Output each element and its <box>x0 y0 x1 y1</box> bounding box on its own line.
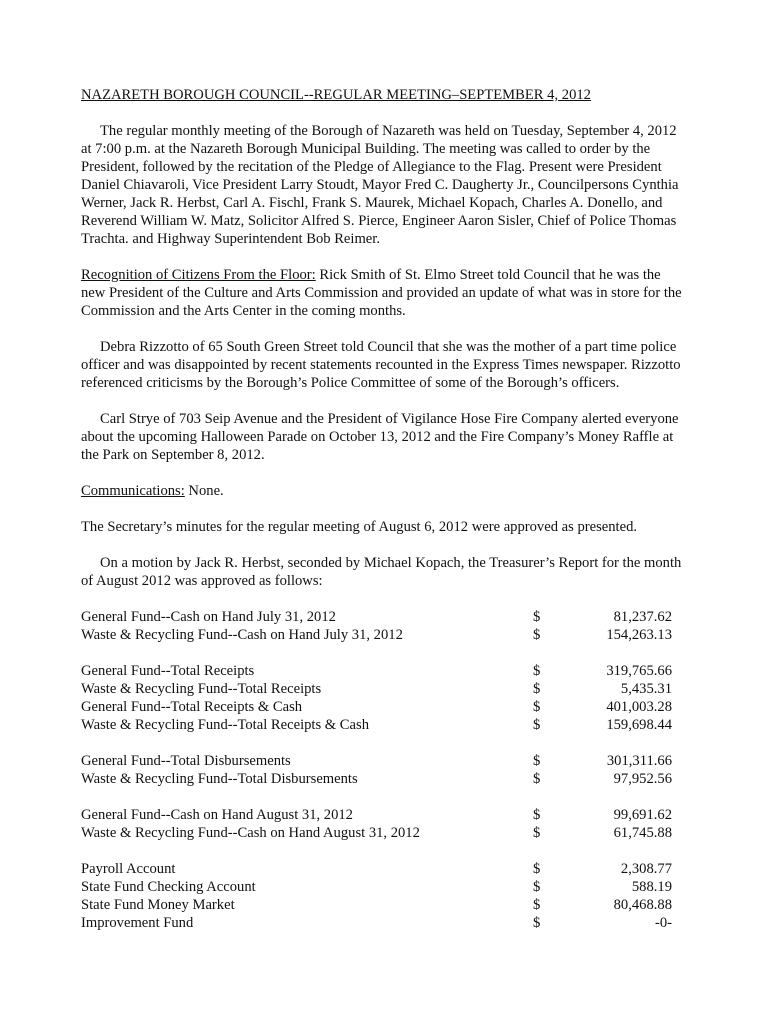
financial-row <box>81 860 687 878</box>
financial-label: Waste & Recycling Fund--Total Disbursements <box>81 771 358 787</box>
document-body <box>81 86 687 950</box>
currency-symbol: $ <box>533 771 541 787</box>
recognition-paragraph <box>81 266 687 320</box>
currency-symbol: $ <box>533 807 541 823</box>
communications-text: None. <box>184 483 224 499</box>
currency-symbol: $ <box>533 681 541 697</box>
currency-symbol: $ <box>533 879 541 895</box>
financial-row <box>81 662 687 680</box>
financial-row <box>81 896 687 914</box>
financial-amount: 401,003.28 <box>606 699 672 715</box>
financial-label: General Fund--Cash on Hand August 31, 2012 <box>81 807 353 823</box>
currency-symbol: $ <box>533 861 541 877</box>
financial-amount: 61,745.88 <box>613 825 672 841</box>
currency-symbol: $ <box>533 717 541 733</box>
document-title: NAZARETH BOROUGH COUNCIL--REGULAR MEETING–SEPTEMBER 4, 2012 <box>81 87 591 103</box>
treasurer-intro-paragraph: On a motion by Jack R. Herbst, seconded by Michael Kopach, the Treasurer’s Report for the month of August 2012 was approved as follows: <box>81 555 682 589</box>
financial-row <box>81 716 687 734</box>
financial-row <box>81 752 687 770</box>
financial-amount: 588.19 <box>631 879 672 895</box>
financial-label: General Fund--Total Disbursements <box>81 753 291 769</box>
financial-label: Waste & Recycling Fund--Cash on Hand August 31, 2012 <box>81 825 420 841</box>
financial-amount: 2,308.77 <box>620 861 672 877</box>
financial-label: General Fund--Total Receipts & Cash <box>81 699 303 715</box>
financial-amount: 97,952.56 <box>613 771 672 787</box>
financial-group <box>81 860 687 932</box>
financial-label: State Fund Money Market <box>81 897 235 913</box>
recognition-text: Rick Smith of St. Elmo Street told Council that he was the new President of the Culture and Arts Commission and provided an update of what was in store for the Commission and the Arts Center in the coming months. <box>81 267 682 319</box>
financial-label: Improvement Fund <box>81 915 194 931</box>
financial-row <box>81 626 687 644</box>
strye-paragraph: Carl Strye of 703 Seip Avenue and the President of Vigilance Hose Fire Company alerted everyone about the upcoming Halloween Parade on October 13, 2012 and the Fire Company’s Money Raffle at the Park on September 8, 2012. <box>81 411 679 463</box>
currency-symbol: $ <box>533 699 541 715</box>
financial-label: Payroll Account <box>81 861 176 877</box>
currency-symbol: $ <box>533 753 541 769</box>
financial-amount: 301,311.66 <box>606 753 672 769</box>
financial-group <box>81 662 687 734</box>
currency-symbol: $ <box>533 627 541 643</box>
currency-symbol: $ <box>533 897 541 913</box>
financial-label: General Fund--Total Receipts <box>81 663 255 679</box>
rizzotto-paragraph: Debra Rizzotto of 65 South Green Street told Council that she was the mother of a part time police officer and was disappointed by recent statements recounted in the Express Times newspaper. Rizzotto referenced criticisms by the Borough’s Police Committee of some of the Borough’s officers. <box>81 339 681 391</box>
currency-symbol: $ <box>533 663 541 679</box>
financial-amount: -0- <box>654 915 672 931</box>
financial-amount: 159,698.44 <box>606 717 672 733</box>
financial-row <box>81 680 687 698</box>
financial-amount: 99,691.62 <box>613 807 672 823</box>
financial-row <box>81 770 687 788</box>
currency-symbol: $ <box>533 825 541 841</box>
minutes-paragraph: The Secretary’s minutes for the regular meeting of August 6, 2012 were approved as presented. <box>81 519 638 535</box>
financial-row <box>81 914 687 932</box>
currency-symbol: $ <box>533 915 541 931</box>
financial-label: Waste & Recycling Fund--Cash on Hand July 31, 2012 <box>81 627 403 643</box>
communications-heading: Communications: <box>81 483 185 499</box>
financial-amount: 80,468.88 <box>613 897 672 913</box>
financial-group <box>81 608 687 644</box>
financial-group <box>81 806 687 842</box>
financial-label: Waste & Recycling Fund--Total Receipts <box>81 681 322 697</box>
communications-paragraph <box>81 482 687 500</box>
recognition-heading: Recognition of Citizens From the Floor: <box>81 267 316 283</box>
financial-label: State Fund Checking Account <box>81 879 256 895</box>
currency-symbol: $ <box>533 609 541 625</box>
financial-amount: 81,237.62 <box>613 609 672 625</box>
financial-row <box>81 806 687 824</box>
financial-amount: 154,263.13 <box>606 627 672 643</box>
financial-amount: 5,435.31 <box>620 681 672 697</box>
financial-label: Waste & Recycling Fund--Total Receipts & Cash <box>81 717 369 733</box>
financial-row <box>81 698 687 716</box>
intro-paragraph: The regular monthly meeting of the Borough of Nazareth was held on Tuesday, September 4, 2012 at 7:00 p.m. at the Nazareth Borough Municipal Building. The meeting was called to order by the President, followed by the recitation of the Pledge of Allegiance to the Flag. Present were President Daniel Chiavaroli, Vice President Larry Stoudt, Mayor Fred C. Daugherty Jr., Councilpersons Cynthia Werner, Jack R. Herbst, Carl A. Fischl, Frank S. Maurek, Michael Kopach, Charles A. Donello, and Reverend William W. Matz, Solicitor Alfred S. Pierce, Engineer Aaron Sisler, Chief of Police Thomas Trachta. and Highway Superintendent Bob Reimer. <box>81 123 679 247</box>
financial-group <box>81 752 687 788</box>
financial-row <box>81 824 687 842</box>
financial-amount: 319,765.66 <box>606 663 672 679</box>
treasurer-report-table <box>81 608 687 932</box>
financial-row <box>81 608 687 626</box>
financial-label: General Fund--Cash on Hand July 31, 2012 <box>81 609 336 625</box>
financial-row <box>81 878 687 896</box>
